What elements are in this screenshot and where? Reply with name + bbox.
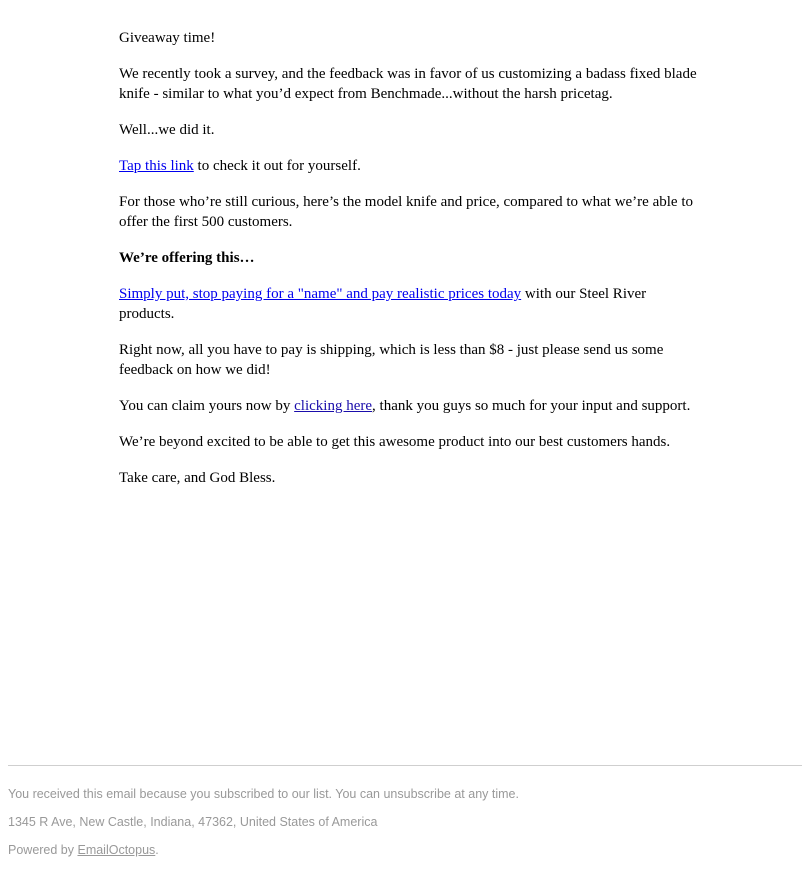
footer-address-text: 1345 R Ave, New Castle, Indiana, 47362, United States of America bbox=[8, 815, 378, 829]
survey-paragraph: We recently took a survey, and the feedback was in favor of us customizing a badass fixed blade knife - similar to what you’d expect from Benchmade...without the harsh pricetag. bbox=[119, 66, 697, 102]
well-we-did-paragraph: Well...we did it. bbox=[119, 122, 215, 138]
shipping-paragraph: Right now, all you have to pay is shipping, which is less than $8 - just please send us some feedback on how we did! bbox=[119, 342, 664, 378]
powered-by-suffix: . bbox=[155, 843, 159, 857]
claim-paragraph bbox=[119, 396, 699, 416]
greeting-paragraph: Giveaway time! bbox=[119, 30, 216, 46]
simply-put-rest-text: with our Steel River products. bbox=[119, 286, 647, 322]
claim-before-text: You can claim yours now by bbox=[119, 398, 295, 414]
offering-paragraph bbox=[119, 248, 699, 268]
footer-subscribed-text: You received this email because you subscribed to our list. You can unsubscribe at any time. bbox=[8, 787, 519, 801]
signoff-paragraph: Take care, and God Bless. bbox=[119, 470, 276, 486]
email-body bbox=[119, 28, 699, 504]
tap-link-rest-text: to check it out for yourself. bbox=[193, 158, 361, 174]
footer-powered-by bbox=[8, 843, 159, 857]
tap-this-link[interactable]: Tap this link bbox=[119, 158, 194, 174]
curious-paragraph: For those who’re still curious, here’s the model knife and price, compared to what we’re able to offer the first 500 customers. bbox=[119, 194, 693, 230]
simply-put-link[interactable]: Simply put, stop paying for a "name" and pay realistic prices today bbox=[119, 286, 522, 302]
claim-after-text: , thank you guys so much for your input and support. bbox=[372, 398, 691, 414]
simply-put-paragraph bbox=[119, 284, 699, 324]
email-footer bbox=[8, 765, 802, 857]
emailoctopus-link[interactable]: EmailOctopus bbox=[77, 843, 156, 857]
excited-paragraph: We’re beyond excited to be able to get this awesome product into our best customers hands. bbox=[119, 434, 671, 450]
tap-link-paragraph bbox=[119, 156, 699, 176]
clicking-here-link[interactable]: clicking here bbox=[294, 398, 373, 414]
powered-by-prefix: Powered by bbox=[8, 843, 78, 857]
offering-heading: We’re offering this… bbox=[119, 250, 255, 266]
